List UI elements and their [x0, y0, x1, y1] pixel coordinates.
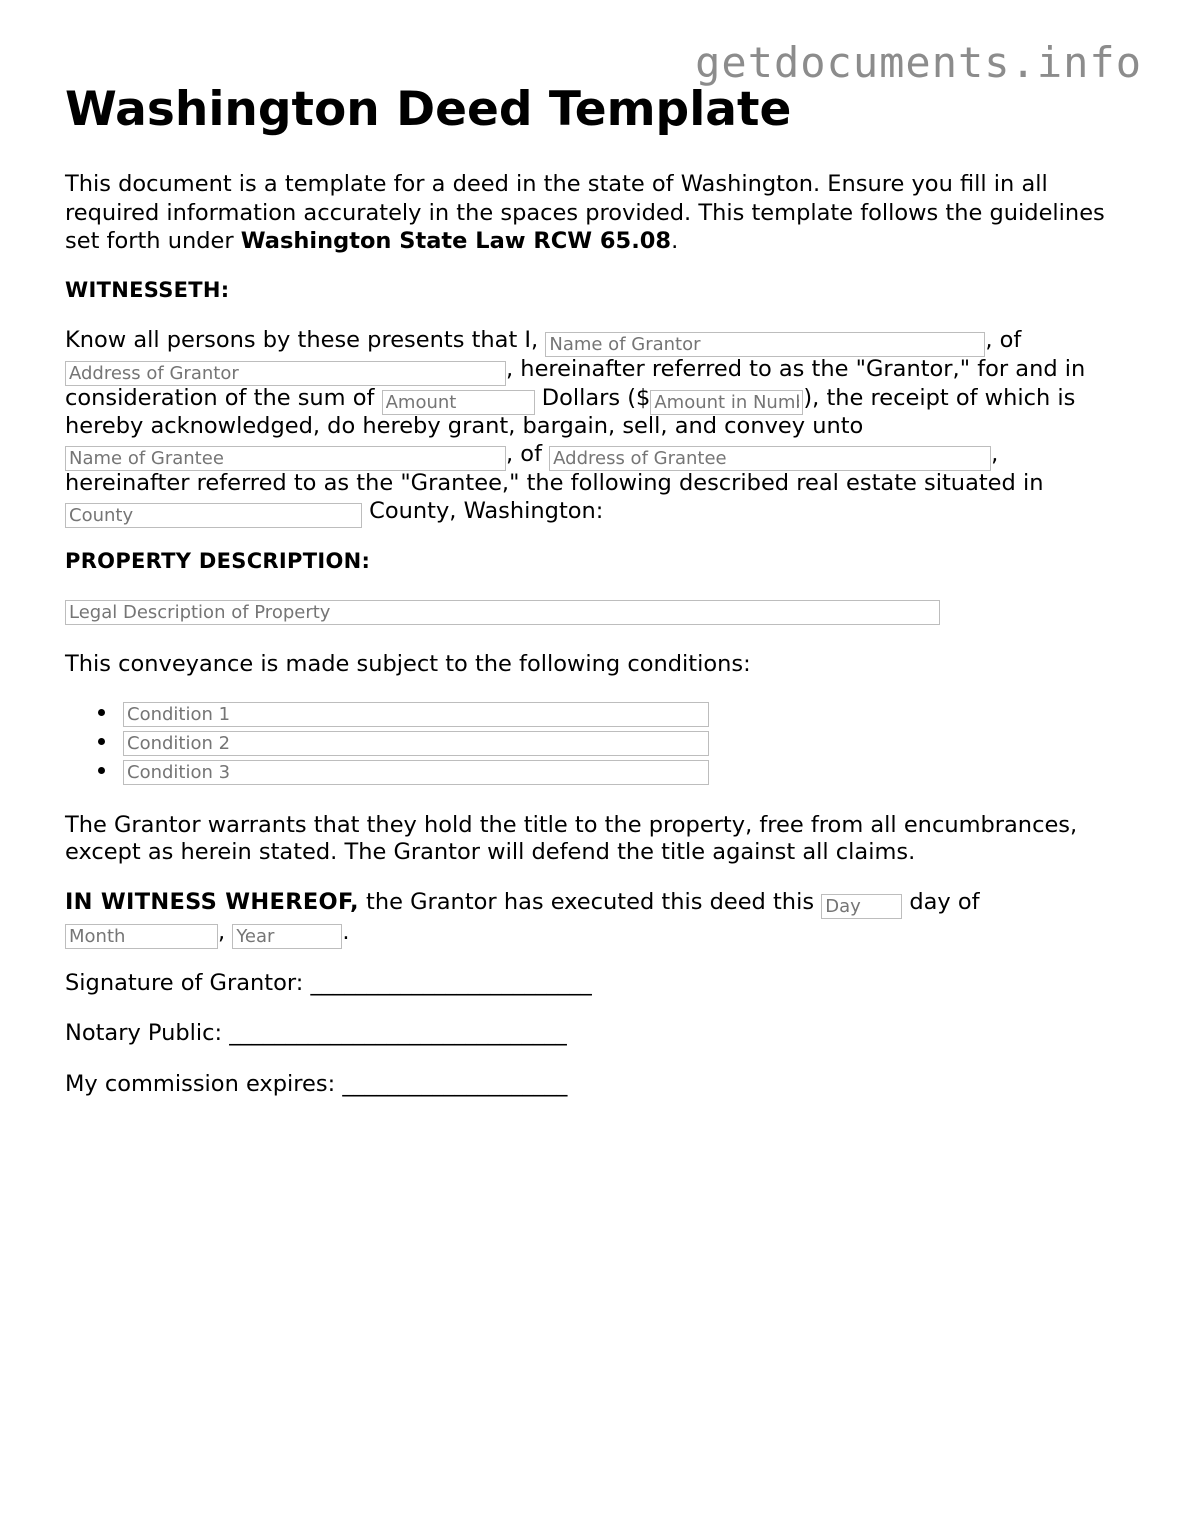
- law-reference: Washington State Law RCW 65.08: [240, 228, 672, 254]
- witnesseth-text-10: hereinafter referred to as the "Grantee," the following described real estate situated in: [65, 470, 1044, 496]
- witnesseth-line-4: [65, 412, 863, 441]
- witness-whereof: IN WITNESS WHEREOF,: [65, 889, 359, 915]
- grantor-address-field[interactable]: [65, 361, 506, 386]
- month-field[interactable]: [65, 924, 218, 949]
- witnesseth-line-2: [65, 355, 1085, 386]
- bullet-icon: [98, 709, 105, 716]
- condition-3-field[interactable]: [123, 760, 709, 785]
- commission-line: My commission expires: ____________________: [65, 1071, 568, 1097]
- legal-description-field[interactable]: [65, 600, 940, 625]
- legal-description-row: [65, 600, 940, 625]
- witness-line-1: [65, 888, 980, 919]
- witnesseth-text-7: hereby acknowledged, do hereby grant, bargain, sell, and convey unto: [65, 413, 864, 439]
- witnesseth-line-7: [65, 497, 603, 528]
- witnesseth-text-8: , of: [506, 441, 550, 467]
- conditions-list: [65, 702, 709, 789]
- intro-end: .: [671, 228, 679, 254]
- witnesseth-text-9: ,: [991, 441, 999, 467]
- witnesseth-line-5: [65, 440, 998, 471]
- witness-text-3: ,: [218, 919, 233, 945]
- grantee-address-field[interactable]: [549, 446, 991, 471]
- witnesseth-text-5: Dollars ($: [534, 385, 651, 411]
- witnesseth-line-3: [65, 384, 1075, 415]
- witness-text-1: the Grantor has executed this deed this: [358, 889, 822, 915]
- warranty-line-2: except as herein stated. The Grantor will defend the title against all claims.: [65, 839, 916, 865]
- list-item: [65, 702, 709, 731]
- intro-paragraph: [65, 170, 1105, 256]
- witnesseth-line-1: [65, 326, 1021, 357]
- condition-1-field[interactable]: [123, 702, 709, 727]
- year-field[interactable]: [232, 924, 342, 949]
- condition-2-field[interactable]: [123, 731, 709, 756]
- witnesseth-text-4: consideration of the sum of: [65, 385, 382, 411]
- grantee-name-field[interactable]: [65, 446, 506, 471]
- witnesseth-text-11: County, Washington:: [362, 498, 604, 524]
- county-field[interactable]: [65, 503, 362, 528]
- witness-text-4: .: [342, 919, 350, 945]
- page-title: Washington Deed Template: [65, 82, 792, 137]
- witnesseth-line-6: [65, 469, 1043, 498]
- grantor-signature-line: Signature of Grantor: _________________________: [65, 970, 592, 996]
- watermark: getdocuments.info: [695, 38, 1142, 87]
- warranty-line-1: The Grantor warrants that they hold the title to the property, free from all encumbrances,: [65, 812, 1078, 838]
- bullet-icon: [98, 738, 105, 745]
- list-item: [65, 731, 709, 760]
- day-field[interactable]: [821, 894, 902, 919]
- bullet-icon: [98, 767, 105, 774]
- witnesseth-heading: WITNESSETH:: [65, 278, 230, 302]
- witnesseth-text-3: , hereinafter referred to as the "Grantor," for and in: [506, 356, 1086, 382]
- witness-line-2: [65, 918, 349, 949]
- property-heading: PROPERTY DESCRIPTION:: [65, 549, 371, 573]
- witnesseth-text-2: , of: [985, 327, 1022, 353]
- notary-line: Notary Public: ______________________________: [65, 1020, 567, 1046]
- grantor-name-field[interactable]: [545, 332, 985, 357]
- witnesseth-text-1: Know all persons by these presents that I,: [65, 327, 546, 353]
- witnesseth-text-6: ), the receipt of which is: [803, 385, 1076, 411]
- conditions-intro: This conveyance is made subject to the following conditions:: [65, 651, 751, 677]
- intro-text: This document is a template for a deed in the state of Washington. Ensure you fill in all required information accurately in the spaces provided. This template follows the guidelines set forth under: [65, 171, 1105, 254]
- list-item: [65, 760, 709, 789]
- witness-text-2: day of: [902, 889, 980, 915]
